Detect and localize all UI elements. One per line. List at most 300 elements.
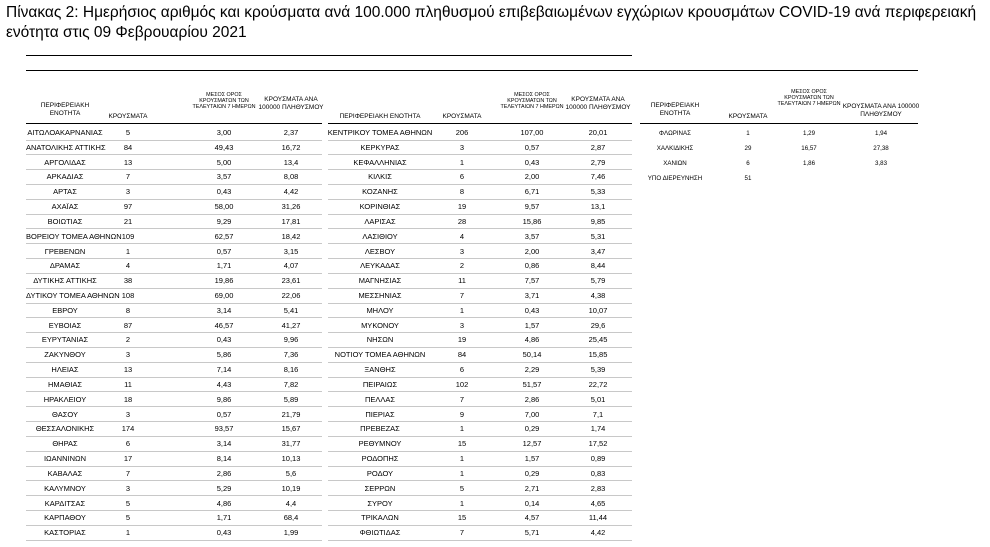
row-separator: [26, 525, 322, 526]
middle-cases-cell: 1: [459, 498, 465, 508]
left-cases-cell: 13: [123, 157, 133, 167]
row-separator: [26, 303, 322, 304]
left-unit-cell: ΔΡΑΜΑΣ: [49, 261, 81, 271]
left-per100k-cell: 21,79: [281, 409, 301, 419]
middle-per100k-cell: 29,6: [590, 320, 606, 330]
left-cases-cell: 7: [125, 172, 131, 182]
middle-unit-cell: ΦΘΙΩΤΙΔΑΣ: [359, 528, 401, 538]
row-separator: [26, 362, 322, 363]
middle-unit-cell: ΣΕΡΡΩΝ: [364, 483, 396, 493]
right-unit-cell: ΥΠΟ ΔΙΕΡΕΥΝΗΣΗ: [647, 174, 703, 182]
left-cases-cell: 7: [125, 468, 131, 478]
row-separator: [328, 466, 632, 467]
middle-unit-cell: ΞΑΝΘΗΣ: [364, 365, 396, 375]
left-unit-cell: ΔΥΤΙΚΗΣ ΑΤΤΙΚΗΣ: [33, 276, 97, 286]
left-cases-cell: 11: [124, 379, 132, 389]
left-unit-cell: ΑΙΤΩΛΟΑΚΑΡΝΑΝΙΑΣ: [27, 128, 103, 137]
left-unit-cell: ΑΡΚΑΔΙΑΣ: [46, 172, 84, 182]
left-cases-cell: 87: [123, 320, 133, 330]
left-per100k-cell: 8,16: [283, 365, 299, 375]
left-cases-cell: 4: [125, 261, 131, 271]
left-avg7-cell: 62,57: [214, 231, 234, 241]
middle-per100k-cell: 11,44: [588, 513, 608, 523]
left-cases-cell: 2: [125, 335, 131, 345]
header-avg-left: ΜΕΣΟΣ ΟΡΟΣ ΚΡΟΥΣΜΑΤΩΝ ΤΩΝ ΤΕΛΕΥΤΑΙΩΝ 7 ΗΜΕΡΩΝ: [192, 92, 256, 111]
left-unit-cell: ΒΟΙΩΤΙΑΣ: [47, 216, 83, 226]
row-separator: [26, 184, 322, 185]
middle-unit-cell: ΝΟΤΙΟΥ ΤΟΜΕΑ ΑΘΗΝΩΝ: [334, 350, 426, 360]
right-unit-cell: ΧΑΝΙΩΝ: [663, 159, 687, 167]
left-avg7-cell: 3,00: [216, 128, 232, 137]
left-avg7-cell: 8,14: [216, 454, 232, 464]
middle-avg7-cell: 51,57: [522, 379, 542, 389]
left-cases-cell: 3: [125, 187, 131, 197]
middle-unit-cell: ΛΕΣΒΟΥ: [364, 246, 396, 256]
row-separator: [26, 273, 322, 274]
middle-cases-cell: 1: [459, 424, 465, 434]
middle-per100k-cell: 7,46: [590, 172, 606, 182]
right-cases-cell: 1: [746, 130, 750, 137]
middle-avg7-cell: 3,71: [524, 291, 540, 301]
middle-avg7-cell: 5,71: [524, 528, 540, 538]
row-separator: [328, 317, 632, 318]
left-avg7-cell: 49,43: [214, 142, 234, 152]
row-separator: [26, 243, 322, 244]
right-unit-cell: ΦΛΩΡΙΝΑΣ: [659, 130, 691, 137]
left-cases-cell: 108: [121, 291, 135, 301]
middle-cases-cell: 7: [459, 291, 465, 301]
middle-cases-cell: 4: [459, 231, 465, 241]
left-avg7-cell: 5,00: [216, 157, 232, 167]
middle-per100k-cell: 1,74: [590, 424, 606, 434]
header-unit-left: ΠΕΡΙΦΕΡΕΙΑΚΗ ΕΝΟΤΗΤΑ: [40, 102, 90, 117]
left-per100k-cell: 10,19: [281, 483, 301, 493]
middle-unit-cell: ΚΙΛΚΙΣ: [368, 172, 392, 182]
left-avg7-cell: 4,43: [216, 379, 232, 389]
header-per100k-right: ΚΡΟΥΣΜΑΤΑ ΑΝΑ 100000 ΠΛΗΘΥΣΜΟΥ: [842, 103, 920, 118]
right-unit-cell: ΧΑΛΚΙΔΙΚΗΣ: [656, 144, 694, 152]
left-cases-cell: 3: [125, 409, 131, 419]
left-cases-cell: 84: [123, 142, 133, 152]
middle-per100k-cell: 22,72: [588, 379, 608, 389]
middle-cases-cell: 5: [459, 483, 465, 493]
row-separator: [26, 288, 322, 289]
row-separator: [328, 303, 632, 304]
row-separator: [26, 480, 322, 481]
row-separator: [26, 317, 322, 318]
middle-avg7-cell: 0,43: [524, 305, 540, 315]
header-unit-right: ΠΕΡΙΦΕΡΕΙΑΚΗ ΕΝΟΤΗΤΑ: [650, 102, 700, 117]
row-separator: [328, 169, 632, 170]
middle-cases-cell: 28: [457, 216, 467, 226]
row-separator: [328, 199, 632, 200]
header-per100k-left: ΚΡΟΥΣΜΑΤΑ ΑΝΑ 100000 ΠΛΗΘΥΣΜΟΥ: [258, 96, 324, 111]
middle-per100k-cell: 15,85: [588, 350, 608, 360]
row-separator: [26, 436, 322, 437]
middle-cases-cell: 1: [459, 305, 465, 315]
left-per100k-cell: 17,81: [281, 216, 301, 226]
middle-cases-cell: 102: [455, 379, 469, 389]
left-unit-cell: ΓΡΕΒΕΝΩΝ: [44, 246, 86, 256]
middle-avg7-cell: 2,86: [524, 394, 540, 404]
row-separator: [328, 184, 632, 185]
left-avg7-cell: 5,86: [216, 350, 232, 360]
middle-unit-cell: ΚΕΦΑΛΛΗΝΙΑΣ: [353, 157, 407, 167]
middle-cases-cell: 3: [459, 320, 465, 330]
left-unit-cell: ΘΑΣΟΥ: [52, 409, 78, 419]
left-cases-cell: 109: [121, 231, 135, 241]
left-per100k-cell: 5,41: [283, 305, 299, 315]
left-unit-cell: ΚΑΛΥΜΝΟΥ: [44, 483, 86, 493]
left-cases-cell: 18: [123, 394, 133, 404]
row-separator: [328, 480, 632, 481]
middle-unit-cell: ΡΟΔΟΠΗΣ: [361, 454, 399, 464]
middle-unit-cell: ΝΗΣΩΝ: [366, 335, 394, 345]
left-per100k-cell: 22,06: [281, 291, 301, 301]
left-cases-cell: 38: [123, 276, 133, 286]
left-per100k-cell: 31,26: [281, 202, 301, 212]
left-per100k-cell: 3,15: [283, 246, 299, 256]
left-avg7-cell: 2,86: [216, 468, 232, 478]
left-per100k-cell: 4,4: [285, 498, 297, 508]
left-avg7-cell: 9,86: [216, 394, 232, 404]
middle-unit-cell: ΠΡΕΒΕΖΑΣ: [360, 424, 400, 434]
row-separator: [328, 421, 632, 422]
left-cases-cell: 174: [121, 424, 135, 434]
row-separator: [328, 288, 632, 289]
right-cases-cell: 51: [744, 174, 752, 182]
left-unit-cell: ΚΑΡΠΑΘΟΥ: [44, 513, 86, 523]
left-unit-cell: ΚΑΣΤΟΡΙΑΣ: [44, 528, 86, 538]
left-avg7-cell: 19,86: [214, 276, 234, 286]
row-separator: [26, 406, 322, 407]
row-separator: [328, 347, 632, 348]
left-cases-cell: 6: [125, 439, 131, 449]
row-separator: [26, 332, 322, 333]
right-avg7-cell: 1,86: [802, 159, 816, 167]
row-separator: [328, 451, 632, 452]
left-avg7-cell: 3,14: [216, 439, 232, 449]
left-cases-cell: 97: [123, 202, 133, 212]
row-separator: [26, 510, 322, 511]
row-separator: [328, 332, 632, 333]
header-cases-left: ΚΡΟΥΣΜΑΤΑ: [108, 113, 148, 120]
middle-cases-cell: 9: [459, 409, 465, 419]
left-unit-cell: ΘΕΣΣΑΛΟΝΙΚΗΣ: [35, 424, 95, 434]
middle-cases-cell: 3: [459, 142, 465, 152]
middle-cases-cell: 19: [457, 335, 467, 345]
left-per100k-cell: 23,61: [281, 276, 301, 286]
left-avg7-cell: 0,57: [216, 246, 232, 256]
left-unit-cell: ΔΥΤΙΚΟΥ ΤΟΜΕΑ ΑΘΗΝΩΝ: [26, 291, 120, 301]
left-cases-cell: 5: [125, 513, 131, 523]
left-cases-cell: 8: [125, 305, 131, 315]
left-avg7-cell: 93,57: [214, 424, 234, 434]
row-separator: [26, 466, 322, 467]
right-cases-cell: 6: [746, 159, 750, 167]
left-unit-cell: ΒΟΡΕΙΟΥ ΤΟΜΕΑ ΑΘΗΝΩΝ: [26, 231, 122, 241]
left-avg7-cell: 5,29: [216, 483, 232, 493]
middle-per100k-cell: 9,85: [590, 216, 606, 226]
middle-cases-cell: 3: [459, 246, 465, 256]
row-separator: [328, 228, 632, 229]
middle-unit-cell: ΚΟΡΙΝΘΙΑΣ: [359, 202, 401, 212]
middle-per100k-cell: 10,07: [588, 305, 608, 315]
middle-unit-cell: ΤΡΙΚΑΛΩΝ: [361, 513, 399, 523]
middle-per100k-cell: 5,31: [590, 231, 606, 241]
header-per100k-middle: ΚΡΟΥΣΜΑΤΑ ΑΝΑ 100000 ΠΛΗΘΥΣΜΟΥ: [565, 96, 631, 111]
middle-avg7-cell: 50,14: [522, 350, 542, 360]
middle-cases-cell: 8: [459, 187, 465, 197]
middle-cases-cell: 6: [459, 365, 465, 375]
left-avg7-cell: 9,29: [216, 216, 232, 226]
middle-per100k-cell: 8,44: [590, 261, 606, 271]
page-title: Πίνακας 2: Ημερήσιος αριθμός και κρούσματα ανά 100.000 πληθυσμού επιβεβαιωμένων εγχώριων κρουσμάτων COVID-19 ανά περιφερειακή ενότητα στις 09 Φεβρουαρίου 2021: [6, 4, 977, 41]
left-per100k-cell: 2,37: [283, 128, 299, 137]
row-separator: [26, 214, 322, 215]
middle-per100k-cell: 5,33: [590, 187, 606, 197]
middle-per100k-cell: 5,79: [590, 276, 606, 286]
left-per100k-cell: 1,99: [283, 528, 299, 538]
left-unit-cell: ΑΡΓΟΛΙΔΑΣ: [44, 157, 86, 167]
middle-per100k-cell: 17,52: [588, 439, 608, 449]
left-avg7-cell: 0,43: [216, 335, 232, 345]
row-separator: [328, 140, 632, 141]
row-separator: [328, 540, 632, 541]
middle-unit-cell: ΜΗΛΟΥ: [366, 305, 394, 315]
middle-unit-cell: ΜΥΚΟΝΟΥ: [361, 320, 399, 330]
middle-avg7-cell: 7,57: [524, 276, 540, 286]
middle-per100k-cell: 13,1: [590, 202, 606, 212]
middle-unit-cell: ΚΟΖΑΝΗΣ: [362, 187, 398, 197]
row-separator: [328, 391, 632, 392]
left-avg7-cell: 1,71: [216, 261, 232, 271]
middle-per100k-cell: 0,89: [590, 454, 606, 464]
left-per100k-cell: 7,36: [283, 350, 299, 360]
table-top-rule: [26, 70, 918, 71]
middle-per100k-cell: 2,79: [590, 157, 606, 167]
header-cases-right: ΚΡΟΥΣΜΑΤΑ: [728, 113, 768, 120]
header-rule-middle: [328, 123, 632, 124]
middle-cases-cell: 84: [457, 350, 467, 360]
middle-unit-cell: ΛΑΣΙΘΙΟΥ: [362, 231, 398, 241]
middle-avg7-cell: 2,00: [524, 246, 540, 256]
left-cases-cell: 1: [125, 246, 131, 256]
row-separator: [26, 154, 322, 155]
left-unit-cell: ΙΩΑΝΝΙΝΩΝ: [43, 454, 87, 464]
left-unit-cell: ΚΑΒΑΛΑΣ: [47, 468, 83, 478]
left-unit-cell: ΖΑΚΥΝΘΟΥ: [44, 350, 86, 360]
header-avg-middle: ΜΕΣΟΣ ΟΡΟΣ ΚΡΟΥΣΜΑΤΩΝ ΤΩΝ ΤΕΛΕΥΤΑΙΩΝ 7 ΗΜΕΡΩΝ: [500, 92, 564, 111]
row-separator: [26, 199, 322, 200]
left-avg7-cell: 46,57: [214, 320, 234, 330]
middle-unit-cell: ΜΑΓΝΗΣΙΑΣ: [358, 276, 402, 286]
middle-unit-cell: ΡΕΘΥΜΝΟΥ: [358, 439, 402, 449]
row-separator: [26, 258, 322, 259]
left-unit-cell: ΑΝΑΤΟΛΙΚΗΣ ΑΤΤΙΚΗΣ: [26, 142, 106, 152]
row-separator: [26, 228, 322, 229]
middle-avg7-cell: 12,57: [522, 439, 542, 449]
title-underline: [26, 55, 632, 56]
left-unit-cell: ΗΡΑΚΛΕΙΟΥ: [43, 394, 87, 404]
row-separator: [328, 214, 632, 215]
left-unit-cell: ΚΑΡΔΙΤΣΑΣ: [44, 498, 86, 508]
row-separator: [26, 540, 322, 541]
middle-cases-cell: 206: [455, 128, 469, 137]
middle-unit-cell: ΛΑΡΙΣΑΣ: [364, 216, 396, 226]
middle-avg7-cell: 2,71: [524, 483, 540, 493]
row-separator: [328, 258, 632, 259]
middle-avg7-cell: 9,57: [524, 202, 540, 212]
left-avg7-cell: 0,43: [216, 528, 232, 538]
middle-avg7-cell: 2,00: [524, 172, 540, 182]
row-separator: [328, 377, 632, 378]
left-cases-cell: 5: [125, 498, 131, 508]
left-per100k-cell: 18,42: [281, 231, 301, 241]
left-per100k-cell: 7,82: [283, 379, 299, 389]
middle-per100k-cell: 25,45: [588, 335, 608, 345]
left-per100k-cell: 13,4: [283, 157, 299, 167]
left-unit-cell: ΗΛΕΙΑΣ: [51, 365, 79, 375]
row-separator: [26, 169, 322, 170]
header-unit-middle: ΠΕΡΙΦΕΡΕΙΑΚΗ ΕΝΟΤΗΤΑ: [339, 113, 421, 120]
left-per100k-cell: 8,08: [283, 172, 299, 182]
row-separator: [26, 495, 322, 496]
middle-unit-cell: ΡΟΔΟΥ: [366, 468, 394, 478]
left-avg7-cell: 0,57: [216, 409, 232, 419]
middle-avg7-cell: 0,86: [524, 261, 540, 271]
middle-cases-cell: 15: [457, 439, 467, 449]
middle-avg7-cell: 0,29: [524, 424, 540, 434]
middle-cases-cell: 1: [459, 454, 465, 464]
row-separator: [328, 154, 632, 155]
row-separator: [26, 377, 322, 378]
row-separator: [26, 347, 322, 348]
row-separator: [26, 140, 322, 141]
middle-per100k-cell: 5,39: [590, 365, 606, 375]
header-rule-right: [640, 123, 918, 124]
middle-avg7-cell: 1,57: [524, 320, 540, 330]
middle-cases-cell: 7: [459, 394, 465, 404]
middle-unit-cell: ΠΕΛΛΑΣ: [364, 394, 396, 404]
middle-cases-cell: 1: [459, 157, 465, 167]
left-per100k-cell: 68,4: [283, 513, 299, 523]
left-avg7-cell: 58,00: [214, 202, 234, 212]
left-avg7-cell: 1,71: [216, 513, 232, 523]
header-avg-right: ΜΕΣΟΣ ΟΡΟΣ ΚΡΟΥΣΜΑΤΩΝ ΤΩΝ ΤΕΛΕΥΤΑΙΩΝ 7 ΗΜΕΡΩΝ: [777, 89, 841, 108]
middle-unit-cell: ΚΕΡΚΥΡΑΣ: [360, 142, 400, 152]
left-per100k-cell: 15,67: [281, 424, 301, 434]
middle-cases-cell: 15: [457, 513, 467, 523]
middle-avg7-cell: 15,86: [522, 216, 542, 226]
middle-cases-cell: 7: [459, 528, 465, 538]
row-separator: [328, 406, 632, 407]
middle-avg7-cell: 2,29: [524, 365, 540, 375]
right-cases-cell: 29: [744, 144, 752, 152]
left-unit-cell: ΑΡΤΑΣ: [53, 187, 77, 197]
left-unit-cell: ΕΥΡΥΤΑΝΙΑΣ: [41, 335, 89, 345]
middle-avg7-cell: 107,00: [520, 128, 544, 137]
middle-per100k-cell: 20,01: [588, 128, 608, 137]
middle-avg7-cell: 3,57: [524, 231, 540, 241]
left-per100k-cell: 4,42: [283, 187, 299, 197]
left-cases-cell: 1: [125, 528, 131, 538]
middle-avg7-cell: 0,14: [524, 498, 540, 508]
left-per100k-cell: 9,96: [283, 335, 299, 345]
middle-per100k-cell: 2,83: [590, 483, 606, 493]
middle-unit-cell: ΣΥΡΟΥ: [367, 498, 393, 508]
row-separator: [328, 362, 632, 363]
row-separator: [328, 243, 632, 244]
middle-unit-cell: ΠΙΕΡΙΑΣ: [365, 409, 395, 419]
row-separator: [328, 525, 632, 526]
left-avg7-cell: 3,57: [216, 172, 232, 182]
left-avg7-cell: 7,14: [216, 365, 232, 375]
middle-avg7-cell: 7,00: [524, 409, 540, 419]
right-per100k-cell: 3,83: [874, 159, 888, 167]
right-per100k-cell: 27,38: [873, 144, 889, 152]
middle-cases-cell: 19: [457, 202, 467, 212]
right-per100k-cell: 1,94: [874, 130, 888, 137]
row-separator: [26, 451, 322, 452]
left-avg7-cell: 4,86: [216, 498, 232, 508]
middle-cases-cell: 6: [459, 172, 465, 182]
middle-per100k-cell: 4,38: [590, 291, 606, 301]
middle-per100k-cell: 3,47: [590, 246, 606, 256]
middle-per100k-cell: 2,87: [590, 142, 606, 152]
left-cases-cell: 13: [123, 365, 133, 375]
row-separator: [328, 436, 632, 437]
left-cases-cell: 3: [125, 350, 131, 360]
left-per100k-cell: 10,13: [281, 454, 301, 464]
middle-cases-cell: 1: [459, 468, 465, 478]
middle-avg7-cell: 0,43: [524, 157, 540, 167]
left-avg7-cell: 69,00: [214, 291, 234, 301]
left-per100k-cell: 16,72: [281, 142, 301, 152]
middle-per100k-cell: 0,83: [590, 468, 606, 478]
middle-avg7-cell: 6,71: [524, 187, 540, 197]
left-cases-cell: 21: [123, 216, 133, 226]
middle-unit-cell: ΜΕΣΣΗΝΙΑΣ: [358, 291, 402, 301]
left-unit-cell: ΗΜΑΘΙΑΣ: [47, 379, 83, 389]
left-unit-cell: ΘΗΡΑΣ: [52, 439, 78, 449]
middle-per100k-cell: 4,65: [590, 498, 606, 508]
middle-avg7-cell: 1,57: [524, 454, 540, 464]
row-separator: [328, 510, 632, 511]
header-rule-left: [26, 123, 322, 124]
left-avg7-cell: 3,14: [216, 305, 232, 315]
row-separator: [328, 495, 632, 496]
left-cases-cell: 5: [125, 128, 131, 137]
left-per100k-cell: 4,07: [283, 261, 299, 271]
middle-per100k-cell: 7,1: [592, 409, 604, 419]
middle-avg7-cell: 0,29: [524, 468, 540, 478]
row-separator: [328, 273, 632, 274]
left-unit-cell: ΕΒΡΟΥ: [52, 305, 78, 315]
left-per100k-cell: 31,77: [281, 439, 301, 449]
header-cases-middle: ΚΡΟΥΣΜΑΤΑ: [442, 113, 482, 120]
right-avg7-cell: 16,57: [801, 144, 817, 152]
middle-cases-cell: 2: [459, 261, 465, 271]
middle-avg7-cell: 4,86: [524, 335, 540, 345]
middle-per100k-cell: 5,01: [590, 394, 606, 404]
right-avg7-cell: 1,29: [802, 130, 816, 137]
row-separator: [26, 421, 322, 422]
left-per100k-cell: 5,89: [283, 394, 299, 404]
row-separator: [26, 391, 322, 392]
middle-avg7-cell: 4,57: [524, 513, 540, 523]
middle-unit-cell: ΠΕΙΡΑΙΩΣ: [362, 379, 398, 389]
